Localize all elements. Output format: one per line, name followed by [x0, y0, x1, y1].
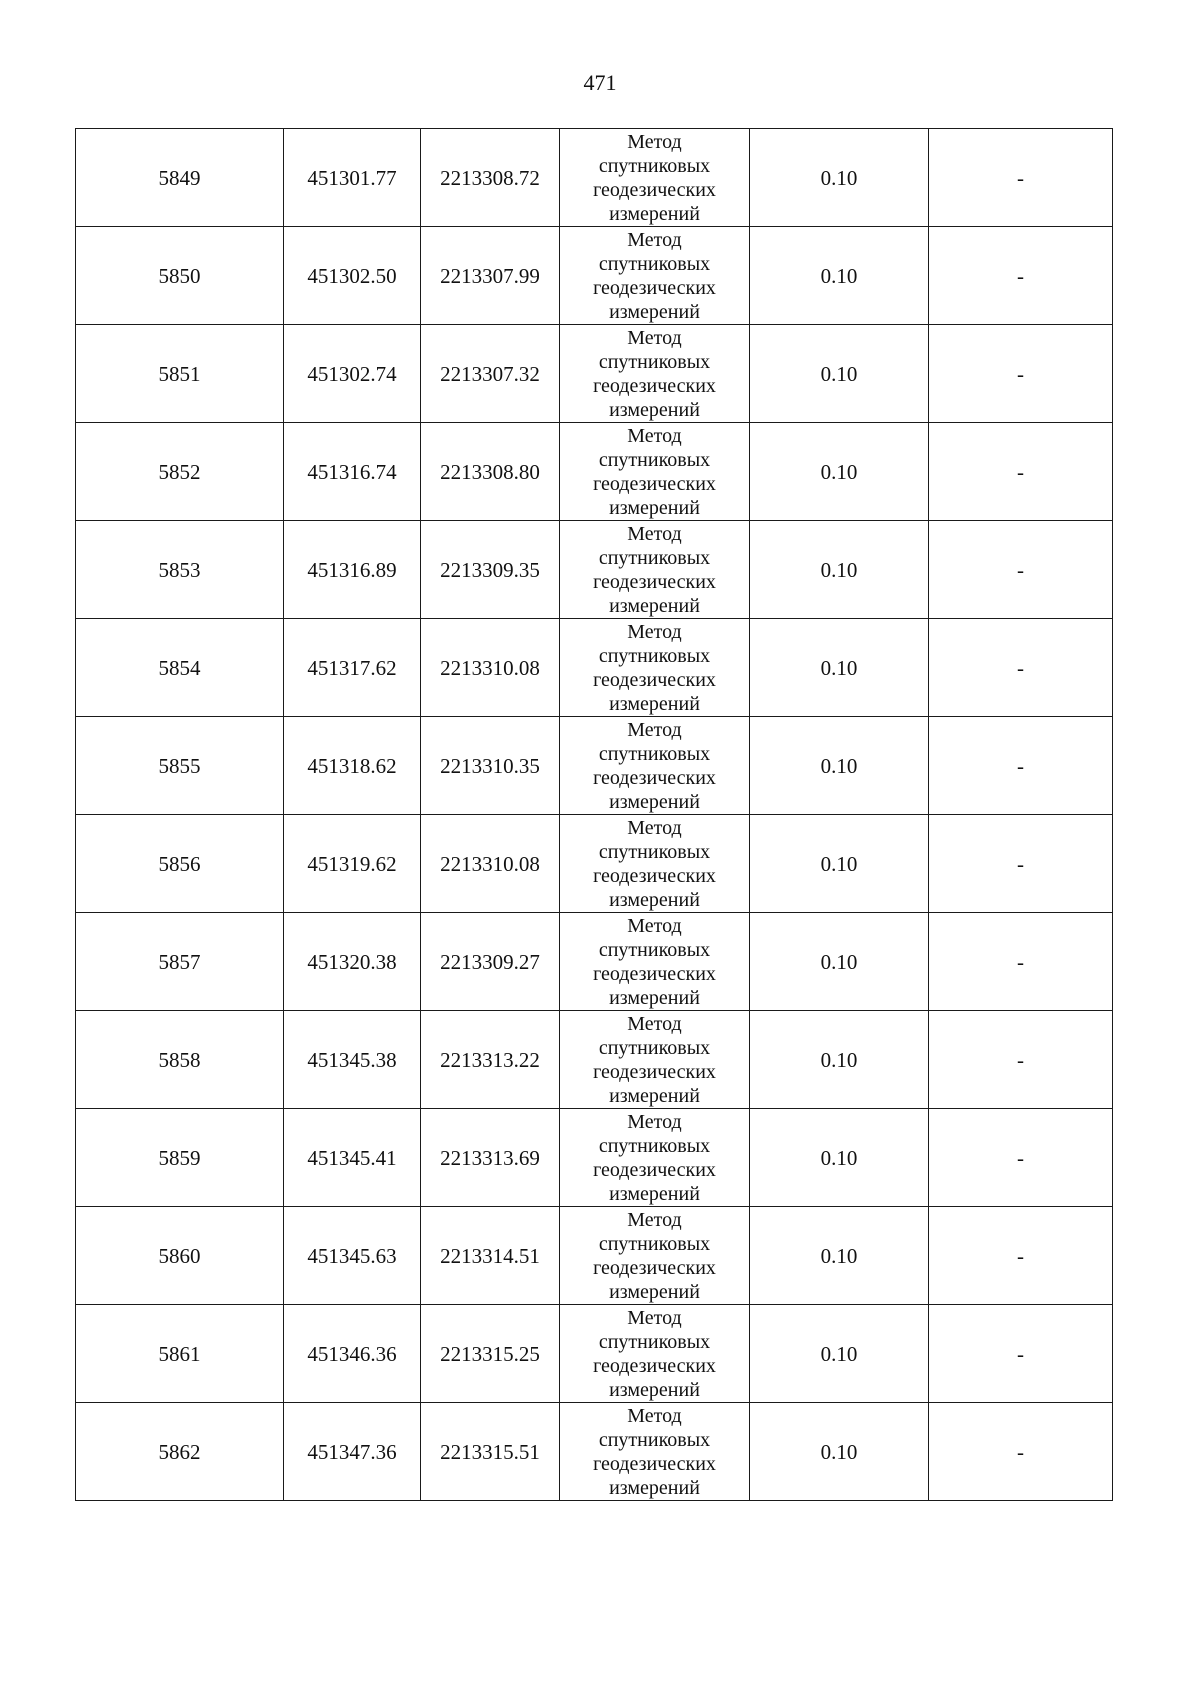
y-coordinate-cell: 2213307.32 — [421, 325, 560, 423]
method-cell — [560, 129, 750, 227]
note-cell: - — [929, 227, 1113, 325]
accuracy-cell: 0.10 — [750, 325, 929, 423]
table-row — [76, 913, 1113, 1011]
method-text-line: Метод — [627, 1012, 682, 1035]
method-text-line: геодезических — [593, 178, 716, 201]
table-row — [76, 1403, 1113, 1501]
method-cell — [560, 619, 750, 717]
y-coordinate-cell: 2213313.22 — [421, 1011, 560, 1109]
x-coordinate-cell: 451316.74 — [284, 423, 421, 521]
method-text-line: геодезических — [593, 1158, 716, 1181]
x-coordinate-cell: 451320.38 — [284, 913, 421, 1011]
x-coordinate-cell: 451346.36 — [284, 1305, 421, 1403]
x-coordinate-cell: 451345.63 — [284, 1207, 421, 1305]
method-text-line: Метод — [627, 718, 682, 741]
method-text-line: геодезических — [593, 668, 716, 691]
coordinates-table — [75, 128, 1113, 1501]
method-text-line: измерений — [609, 1084, 700, 1107]
method-text-line: Метод — [627, 816, 682, 839]
page-number: 471 — [583, 70, 617, 95]
method-text-line: измерений — [609, 888, 700, 911]
method-text-line: измерений — [609, 1476, 700, 1499]
x-coordinate-cell: 451345.38 — [284, 1011, 421, 1109]
table-row — [76, 227, 1113, 325]
y-coordinate-cell: 2213309.27 — [421, 913, 560, 1011]
table-row — [76, 1011, 1113, 1109]
y-coordinate-cell: 2213309.35 — [421, 521, 560, 619]
method-text-line: спутниковых — [598, 252, 711, 275]
note-cell: - — [929, 815, 1113, 913]
accuracy-cell: 0.10 — [750, 717, 929, 815]
method-text-line: спутниковых — [598, 644, 711, 667]
y-coordinate-cell: 2213314.51 — [421, 1207, 560, 1305]
method-text-line: измерений — [609, 1280, 700, 1303]
x-coordinate-cell: 451316.89 — [284, 521, 421, 619]
note-cell: - — [929, 325, 1113, 423]
method-text-line: спутниковых — [598, 1428, 711, 1451]
note-cell: - — [929, 1305, 1113, 1403]
y-coordinate-cell: 2213308.72 — [421, 129, 560, 227]
y-coordinate-cell: 2213310.08 — [421, 815, 560, 913]
accuracy-cell: 0.10 — [750, 913, 929, 1011]
x-coordinate-cell: 451345.41 — [284, 1109, 421, 1207]
table-row — [76, 619, 1113, 717]
accuracy-cell: 0.10 — [750, 423, 929, 521]
point-number-cell: 5854 — [76, 619, 284, 717]
point-number-cell: 5858 — [76, 1011, 284, 1109]
method-text-line: измерений — [609, 398, 700, 421]
method-text-line: спутниковых — [598, 938, 711, 961]
x-coordinate-cell: 451319.62 — [284, 815, 421, 913]
method-text-line: геодезических — [593, 276, 716, 299]
accuracy-cell: 0.10 — [750, 129, 929, 227]
method-text-line: Метод — [627, 914, 682, 937]
table-row — [76, 325, 1113, 423]
method-cell — [560, 1207, 750, 1305]
table-row — [76, 1305, 1113, 1403]
accuracy-cell: 0.10 — [750, 1011, 929, 1109]
point-number-cell: 5857 — [76, 913, 284, 1011]
method-text-line: геодезических — [593, 374, 716, 397]
method-text-line: Метод — [627, 1208, 682, 1231]
method-text-line: геодезических — [593, 1256, 716, 1279]
accuracy-cell: 0.10 — [750, 1109, 929, 1207]
x-coordinate-cell: 451301.77 — [284, 129, 421, 227]
point-number-cell: 5861 — [76, 1305, 284, 1403]
method-text-line: измерений — [609, 202, 700, 225]
point-number-cell: 5850 — [76, 227, 284, 325]
method-cell — [560, 521, 750, 619]
method-text-line: измерений — [609, 496, 700, 519]
table-row — [76, 423, 1113, 521]
method-text-line: спутниковых — [598, 546, 711, 569]
point-number-cell: 5852 — [76, 423, 284, 521]
y-coordinate-cell: 2213308.80 — [421, 423, 560, 521]
x-coordinate-cell: 451317.62 — [284, 619, 421, 717]
table-row — [76, 717, 1113, 815]
method-cell — [560, 227, 750, 325]
note-cell: - — [929, 1403, 1113, 1501]
y-coordinate-cell: 2213315.25 — [421, 1305, 560, 1403]
x-coordinate-cell: 451318.62 — [284, 717, 421, 815]
method-cell — [560, 1011, 750, 1109]
method-text-line: спутниковых — [598, 1232, 711, 1255]
point-number-cell: 5851 — [76, 325, 284, 423]
method-text-line: геодезических — [593, 472, 716, 495]
method-text-line: Метод — [627, 620, 682, 643]
note-cell: - — [929, 1109, 1113, 1207]
y-coordinate-cell: 2213313.69 — [421, 1109, 560, 1207]
method-text-line: Метод — [627, 522, 682, 545]
x-coordinate-cell: 451302.74 — [284, 325, 421, 423]
accuracy-cell: 0.10 — [750, 227, 929, 325]
method-text-line: измерений — [609, 300, 700, 323]
method-text-line: Метод — [627, 326, 682, 349]
x-coordinate-cell: 451302.50 — [284, 227, 421, 325]
note-cell: - — [929, 521, 1113, 619]
method-text-line: геодезических — [593, 1452, 716, 1475]
table-row — [76, 815, 1113, 913]
y-coordinate-cell: 2213315.51 — [421, 1403, 560, 1501]
table-row — [76, 1207, 1113, 1305]
point-number-cell: 5859 — [76, 1109, 284, 1207]
method-text-line: геодезических — [593, 864, 716, 887]
point-number-cell: 5849 — [76, 129, 284, 227]
accuracy-cell: 0.10 — [750, 1305, 929, 1403]
method-cell — [560, 815, 750, 913]
method-text-line: измерений — [609, 790, 700, 813]
method-text-line: спутниковых — [598, 742, 711, 765]
method-text-line: измерений — [609, 986, 700, 1009]
accuracy-cell: 0.10 — [750, 1207, 929, 1305]
method-text-line: Метод — [627, 1306, 682, 1329]
method-cell — [560, 1403, 750, 1501]
method-cell — [560, 913, 750, 1011]
note-cell: - — [929, 129, 1113, 227]
method-cell — [560, 1305, 750, 1403]
note-cell: - — [929, 423, 1113, 521]
method-text-line: спутниковых — [598, 448, 711, 471]
method-text-line: Метод — [627, 228, 682, 251]
table-body — [76, 129, 1113, 1501]
method-text-line: Метод — [627, 130, 682, 153]
method-text-line: измерений — [609, 1182, 700, 1205]
point-number-cell: 5853 — [76, 521, 284, 619]
accuracy-cell: 0.10 — [750, 619, 929, 717]
method-text-line: геодезических — [593, 962, 716, 985]
method-text-line: спутниковых — [598, 350, 711, 373]
method-text-line: Метод — [627, 1110, 682, 1133]
method-text-line: спутниковых — [598, 1036, 711, 1059]
note-cell: - — [929, 1207, 1113, 1305]
note-cell: - — [929, 619, 1113, 717]
method-text-line: спутниковых — [598, 840, 711, 863]
method-cell — [560, 717, 750, 815]
method-text-line: геодезических — [593, 1354, 716, 1377]
point-number-cell: 5856 — [76, 815, 284, 913]
table-row — [76, 129, 1113, 227]
accuracy-cell: 0.10 — [750, 1403, 929, 1501]
method-text-line: Метод — [627, 1404, 682, 1427]
table-row — [76, 1109, 1113, 1207]
y-coordinate-cell: 2213310.08 — [421, 619, 560, 717]
method-cell — [560, 325, 750, 423]
note-cell: - — [929, 1011, 1113, 1109]
point-number-cell: 5860 — [76, 1207, 284, 1305]
y-coordinate-cell: 2213307.99 — [421, 227, 560, 325]
note-cell: - — [929, 717, 1113, 815]
accuracy-cell: 0.10 — [750, 521, 929, 619]
method-text-line: геодезических — [593, 766, 716, 789]
y-coordinate-cell: 2213310.35 — [421, 717, 560, 815]
note-cell: - — [929, 913, 1113, 1011]
method-text-line: геодезических — [593, 1060, 716, 1083]
method-text-line: Метод — [627, 424, 682, 447]
method-text-line: спутниковых — [598, 1134, 711, 1157]
x-coordinate-cell: 451347.36 — [284, 1403, 421, 1501]
point-number-cell: 5862 — [76, 1403, 284, 1501]
method-text-line: спутниковых — [598, 154, 711, 177]
method-text-line: измерений — [609, 692, 700, 715]
method-text-line: спутниковых — [598, 1330, 711, 1353]
method-text-line: измерений — [609, 1378, 700, 1401]
method-text-line: геодезических — [593, 570, 716, 593]
table-row — [76, 521, 1113, 619]
method-cell — [560, 1109, 750, 1207]
accuracy-cell: 0.10 — [750, 815, 929, 913]
method-cell — [560, 423, 750, 521]
method-text-line: измерений — [609, 594, 700, 617]
point-number-cell: 5855 — [76, 717, 284, 815]
